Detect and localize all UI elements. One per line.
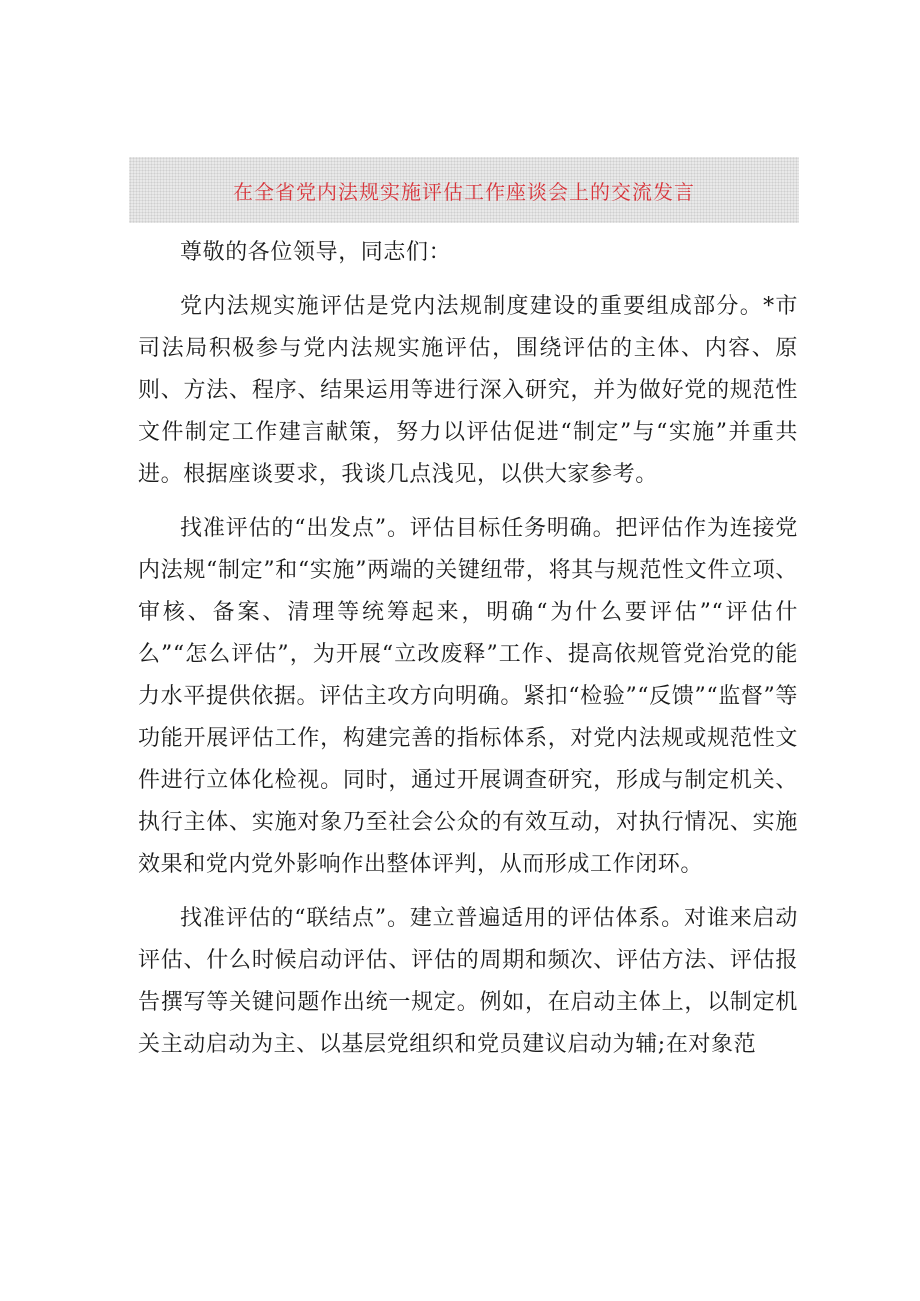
- title-banner: [129, 157, 799, 223]
- paragraph-starting-point: 找准评估的“出发点”。评估目标任务明确。把评估作为连接党内法规“制定”和“实施”两端的关键纽带，将其与规范性文件立项、审核、备案、清理等统筹起来，明确“为什么要评估”“评估什么”“怎么评估”，为开展“立改废释”工作、提高依规管党治党的能力水平提供依据。评估主攻方向明确。紧扣“检验”“反馈”“监督”等功能开展评估工作，构建完善的指标体系，对党内法规或规范性文件进行立体化检视。同时，通过开展调查研究，形成与制定机关、执行主体、实施对象乃至社会公众的有效互动，对执行情况、实施效果和党内党外影响作出整体评判，从而形成工作闭环。: [138, 516, 798, 877]
- paragraph-intro: 党内法规实施评估是党内法规制度建设的重要组成部分。*市司法局积极参与党内法规实施评估，围绕评估的主体、内容、原则、方法、程序、结果运用等进行深入研究，并为做好党的规范性文件制定工作建言献策，努力以评估促进“制定”与“实施”并重共进。根据座谈要求，我谈几点浅见，以供大家参考。: [138, 294, 798, 487]
- greeting-line: 尊敬的各位领导，同志们：: [180, 240, 452, 265]
- paragraph-connection-point: 找准评估的“联结点”。建立普遍适用的评估体系。对谁来启动评估、什么时候启动评估、评估的周期和频次、评估方法、评估报告撰写等关键问题作出统一规定。例如，在启动主体上，以制定机关主动启动为主、以基层党组织和党员建议启动为辅;在对象范: [138, 906, 798, 1057]
- document-body: [138, 232, 798, 1078]
- document-title: 在全省党内法规实施评估工作座谈会上的交流发言: [233, 179, 695, 204]
